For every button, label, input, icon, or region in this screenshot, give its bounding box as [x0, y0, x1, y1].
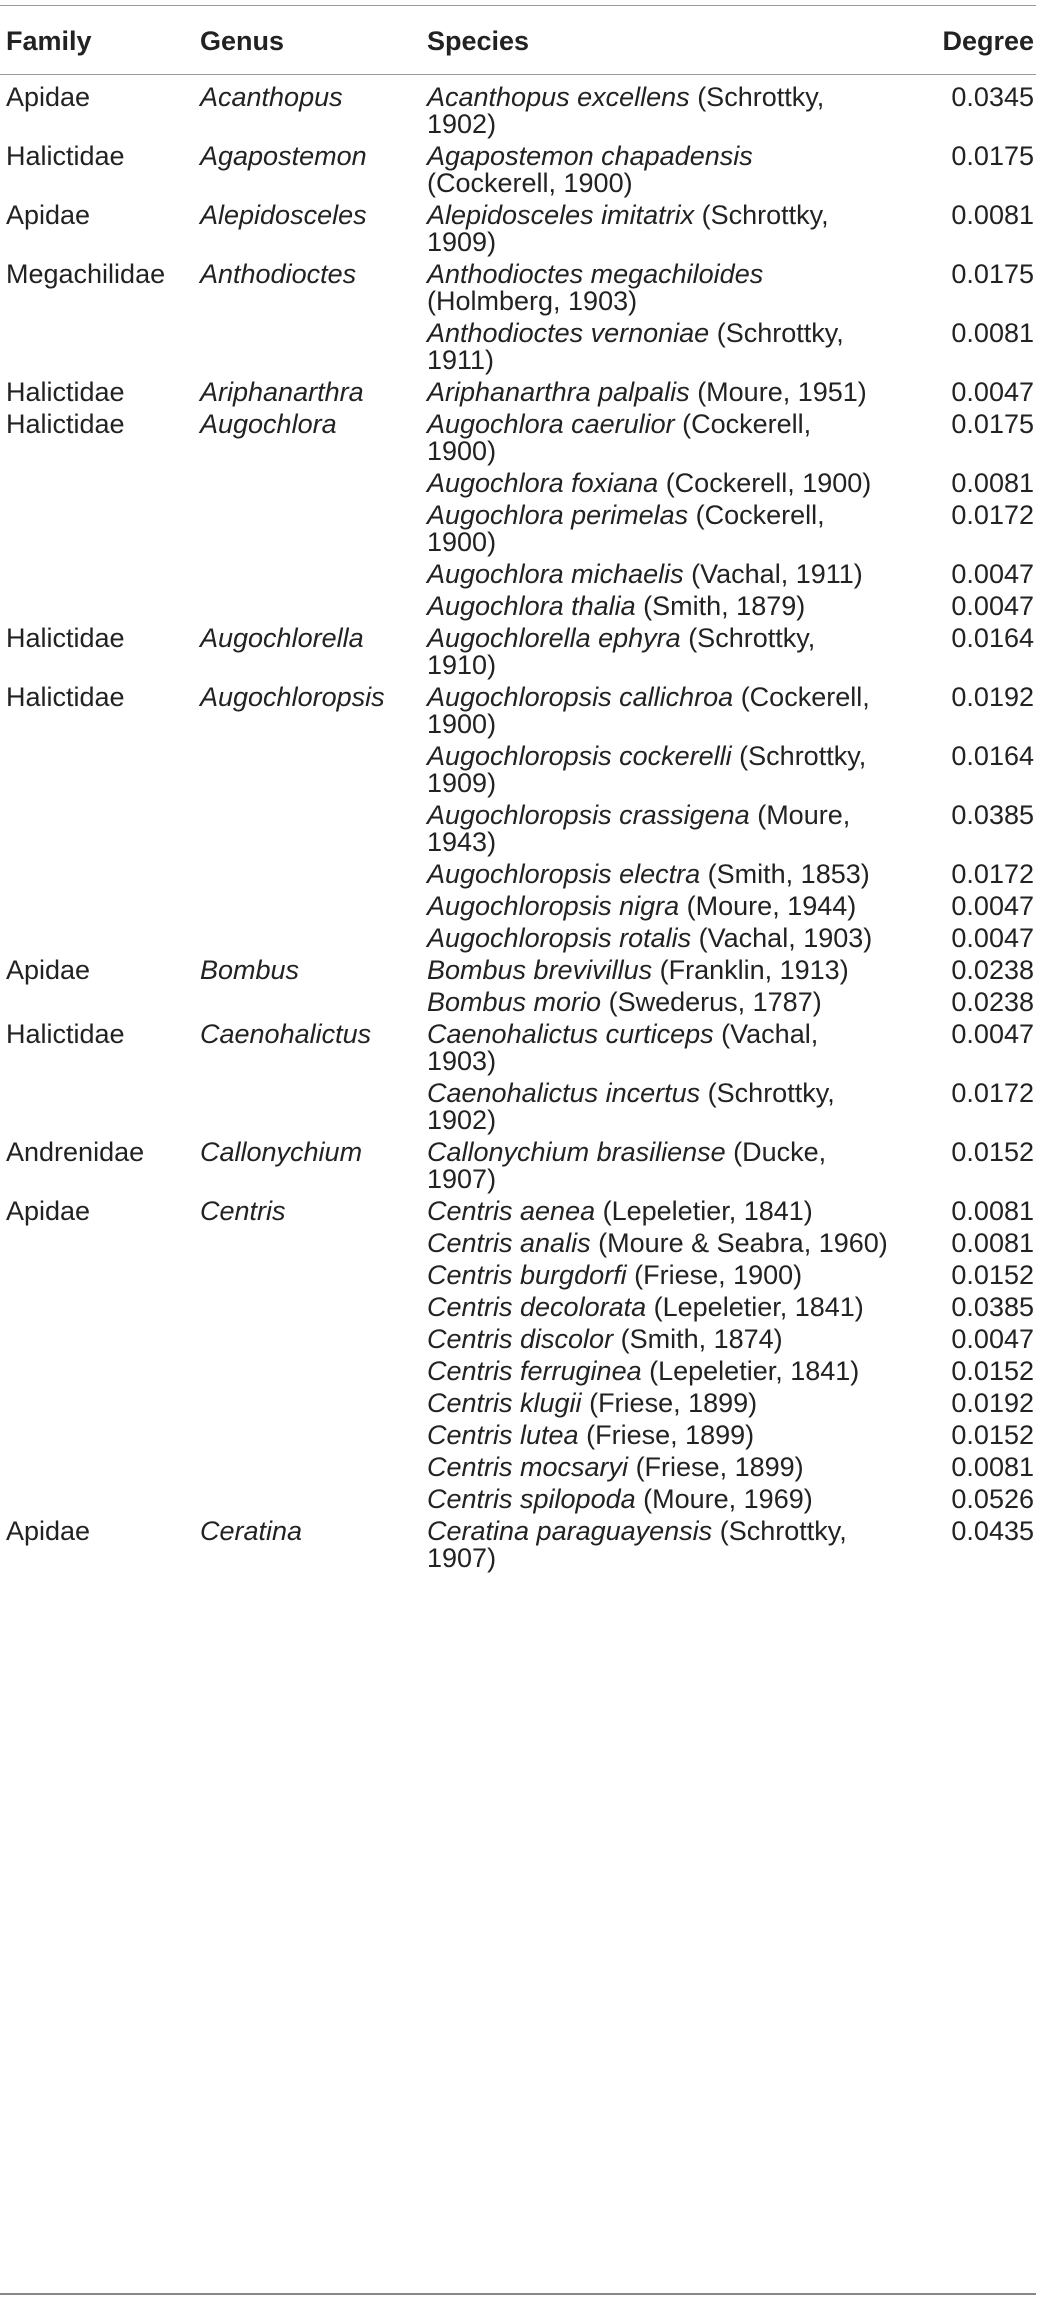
species-name: Agapostemon chapadensis	[427, 141, 753, 171]
species-name: Augochloropsis rotalis	[427, 923, 692, 953]
family-cell: Halictidae	[6, 1019, 125, 1049]
species-name: Anthodioctes megachiloides	[427, 259, 764, 289]
header-genus: Genus	[200, 26, 285, 56]
species-authority-continued: 1900)	[427, 436, 497, 466]
species-authority: (Schrottky,	[739, 741, 867, 771]
species-name: Augochlora foxiana	[427, 468, 659, 498]
degree-cell: 0.0047	[951, 923, 1034, 953]
species-name: Augochlora thalia	[427, 591, 636, 621]
species-authority: (Schrottky,	[707, 1078, 835, 1108]
degree-cell: 0.0152	[951, 1420, 1034, 1450]
species-authority-continued: 1902)	[427, 109, 497, 139]
species-authority: (Friese, 1899)	[635, 1452, 804, 1482]
species-name: Ceratina paraguayensis	[427, 1516, 713, 1546]
species-authority: (Smith, 1853)	[707, 859, 870, 889]
degree-cell: 0.0238	[951, 955, 1034, 985]
degree-cell: 0.0175	[951, 409, 1034, 439]
genus-cell: Augochlorella	[200, 623, 364, 653]
family-cell: Apidae	[6, 82, 91, 112]
species-authority-continued: 1910)	[427, 650, 497, 680]
degree-cell: 0.0081	[951, 1452, 1034, 1482]
species-name: Augochloropsis cockerelli	[427, 741, 732, 771]
family-cell: Apidae	[6, 200, 91, 230]
degree-cell: 0.0164	[951, 741, 1034, 771]
species-authority: (Friese, 1899)	[586, 1420, 755, 1450]
species-name: Centris decolorata	[427, 1292, 647, 1322]
species-authority: (Ducke,	[733, 1137, 827, 1167]
degree-cell: 0.0172	[951, 1078, 1034, 1108]
degree-cell: 0.0172	[951, 500, 1034, 530]
genus-cell: Ceratina	[200, 1516, 303, 1546]
species-authority: (Cockerell,	[740, 682, 870, 712]
species-authority-continued: 1907)	[427, 1164, 497, 1194]
species-name: Centris ferruginea	[427, 1356, 642, 1386]
species-authority: (Lepeletier, 1841)	[653, 1292, 864, 1322]
species-name: Augochlora perimelas	[427, 500, 689, 530]
degree-cell: 0.0192	[951, 1388, 1034, 1418]
degree-cell: 0.0081	[951, 200, 1034, 230]
header-rule	[0, 74, 1036, 75]
genus-cell: Bombus	[200, 955, 300, 985]
family-cell: Halictidae	[6, 141, 125, 171]
species-authority: (Lepeletier, 1841)	[602, 1196, 813, 1226]
degree-cell: 0.0192	[951, 682, 1034, 712]
degree-cell: 0.0047	[951, 891, 1034, 921]
species-authority-continued: 1903)	[427, 1046, 497, 1076]
degree-cell: 0.0047	[951, 1019, 1034, 1049]
degree-cell: 0.0152	[951, 1137, 1034, 1167]
species-authority-continued: 1907)	[427, 1543, 497, 1573]
species-authority: (Vachal,	[721, 1019, 819, 1049]
species-authority: (Friese, 1899)	[589, 1388, 758, 1418]
genus-cell: Augochloropsis	[200, 682, 385, 712]
species-name: Augochloropsis crassigena	[427, 800, 750, 830]
species-name: Ariphanarthra palpalis	[427, 377, 690, 407]
species-name: Augochlorella ephyra	[427, 623, 681, 653]
species-name: Caenohalictus incertus	[427, 1078, 701, 1108]
header-species: Species	[427, 26, 530, 56]
genus-cell: Augochlora	[200, 409, 337, 439]
family-cell: Halictidae	[6, 623, 125, 653]
family-cell: Halictidae	[6, 409, 125, 439]
species-authority-continued: 1902)	[427, 1105, 497, 1135]
degree-cell: 0.0152	[951, 1260, 1034, 1290]
species-name: Centris spilopoda	[427, 1484, 636, 1514]
degree-cell: 0.0047	[951, 1324, 1034, 1354]
species-authority: (Cockerell,	[695, 500, 825, 530]
species-authority: (Moure,	[757, 800, 851, 830]
degree-cell: 0.0081	[951, 1196, 1034, 1226]
species-name: Callonychium brasiliense	[427, 1137, 726, 1167]
species-authority: (Schrottky,	[719, 1516, 847, 1546]
family-cell: Apidae	[6, 955, 91, 985]
species-name: Augochloropsis nigra	[427, 891, 680, 921]
degree-cell: 0.0435	[951, 1516, 1034, 1546]
species-name: Augochloropsis callichroa	[427, 682, 734, 712]
species-authority: (Schrottky,	[701, 200, 829, 230]
degree-cell: 0.0345	[951, 82, 1034, 112]
species-authority-continued: 1909)	[427, 227, 497, 257]
degree-cell: 0.0081	[951, 468, 1034, 498]
degree-cell: 0.0526	[951, 1484, 1034, 1514]
species-authority: (Vachal, 1903)	[698, 923, 873, 953]
degree-cell: 0.0081	[951, 318, 1034, 348]
species-authority: (Schrottky,	[697, 82, 825, 112]
species-name: Centris lutea	[427, 1420, 579, 1450]
degree-cell: 0.0385	[951, 800, 1034, 830]
species-authority-continued: 1900)	[427, 527, 497, 557]
species-name: Augochloropsis electra	[427, 859, 701, 889]
species-authority: (Lepeletier, 1841)	[649, 1356, 860, 1386]
genus-cell: Callonychium	[200, 1137, 363, 1167]
family-cell: Halictidae	[6, 377, 125, 407]
degree-cell: 0.0175	[951, 141, 1034, 171]
species-name: Centris burgdorfi	[427, 1260, 627, 1290]
species-name: Bombus morio	[427, 987, 602, 1017]
family-cell: Apidae	[6, 1196, 91, 1226]
header-family: Family	[6, 26, 92, 56]
genus-cell: Anthodioctes	[200, 259, 357, 289]
family-cell: Apidae	[6, 1516, 91, 1546]
table-bottom-rule	[0, 2293, 1036, 2295]
table-top-rule	[0, 5, 1036, 6]
degree-cell: 0.0047	[951, 377, 1034, 407]
species-name: Augochlora caerulior	[427, 409, 675, 439]
species-name: Centris klugii	[427, 1388, 582, 1418]
species-authority: (Swederus, 1787)	[608, 987, 822, 1017]
species-authority: (Smith, 1874)	[620, 1324, 783, 1354]
degree-cell: 0.0172	[951, 859, 1034, 889]
species-authority: (Cockerell,	[682, 409, 812, 439]
species-authority: (Moure, 1951)	[697, 377, 867, 407]
species-name: Centris mocsaryi	[427, 1452, 629, 1482]
species-name: Centris discolor	[427, 1324, 614, 1354]
species-name: Centris aenea	[427, 1196, 596, 1226]
species-authority: (Friese, 1900)	[634, 1260, 803, 1290]
species-authority: (Moure, 1969)	[643, 1484, 813, 1514]
species-authority-continued: 1943)	[427, 827, 497, 857]
degree-cell: 0.0081	[951, 1228, 1034, 1258]
species-authority: (Schrottky,	[688, 623, 816, 653]
genus-cell: Agapostemon	[200, 141, 367, 171]
family-cell: Halictidae	[6, 682, 125, 712]
species-authority: (Moure, 1944)	[686, 891, 857, 921]
genus-cell: Centris	[200, 1196, 286, 1226]
species-authority-continued: (Holmberg, 1903)	[427, 286, 638, 316]
species-authority: (Cockerell, 1900)	[665, 468, 872, 498]
species-authority: (Schrottky,	[716, 318, 844, 348]
degree-cell: 0.0152	[951, 1356, 1034, 1386]
degree-cell: 0.0047	[951, 591, 1034, 621]
species-name: Anthodioctes vernoniae	[427, 318, 710, 348]
species-name: Bombus brevivillus	[427, 955, 653, 985]
degree-cell: 0.0047	[951, 559, 1034, 589]
degree-cell: 0.0238	[951, 987, 1034, 1017]
species-name: Alepidosceles imitatrix	[427, 200, 695, 230]
genus-cell: Caenohalictus	[200, 1019, 372, 1049]
family-cell: Megachilidae	[6, 259, 166, 289]
species-authority-continued: 1909)	[427, 768, 497, 798]
species-name: Augochlora michaelis	[427, 559, 684, 589]
species-authority-continued: (Cockerell, 1900)	[427, 168, 633, 198]
genus-cell: Alepidosceles	[200, 200, 367, 230]
species-name: Caenohalictus curticeps	[427, 1019, 714, 1049]
degree-cell: 0.0164	[951, 623, 1034, 653]
header-degree: Degree	[942, 26, 1034, 56]
genus-cell: Acanthopus	[200, 82, 343, 112]
species-authority: (Smith, 1879)	[643, 591, 806, 621]
species-authority: (Moure & Seabra, 1960)	[598, 1228, 888, 1258]
family-cell: Andrenidae	[6, 1137, 145, 1167]
species-authority: (Vachal, 1911)	[691, 559, 863, 589]
species-name: Centris analis	[427, 1228, 591, 1258]
genus-cell: Ariphanarthra	[200, 377, 364, 407]
species-name: Acanthopus excellens	[427, 82, 690, 112]
species-authority: (Franklin, 1913)	[659, 955, 849, 985]
species-authority-continued: 1911)	[427, 345, 495, 375]
degree-cell: 0.0175	[951, 259, 1034, 289]
species-authority-continued: 1900)	[427, 709, 497, 739]
degree-cell: 0.0385	[951, 1292, 1034, 1322]
